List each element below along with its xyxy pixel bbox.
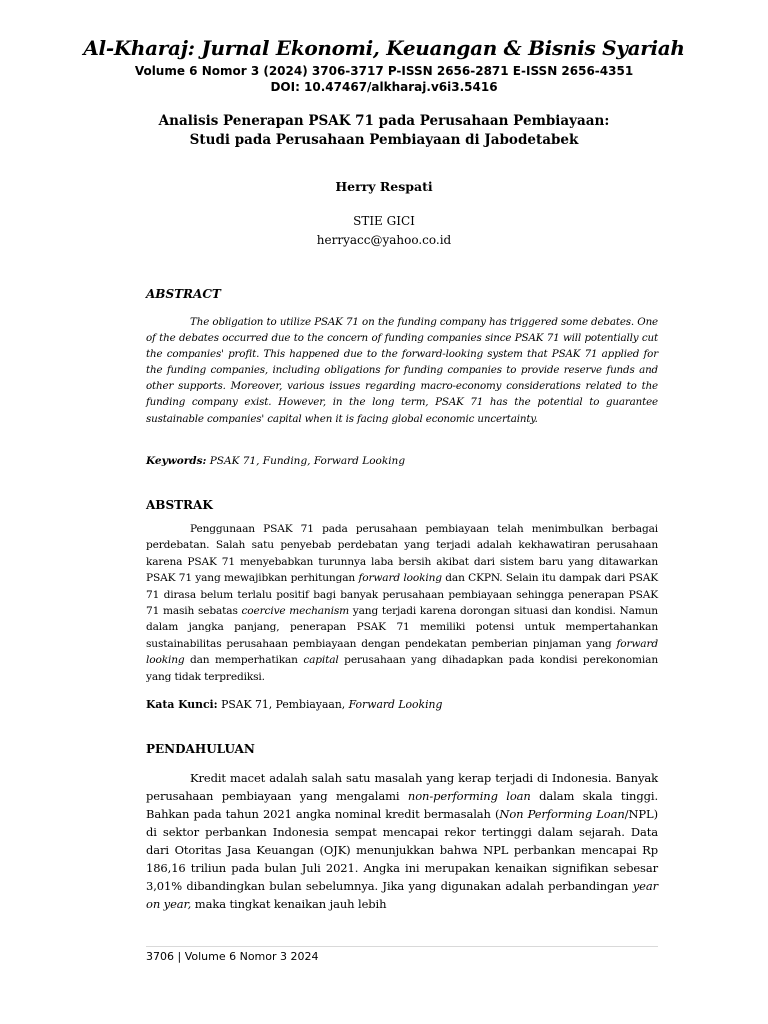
abstract-heading: ABSTRACT xyxy=(146,287,221,301)
volume-issn-line: Volume 6 Nomor 3 (2024) 3706-3717 P-ISSN 2656-2871 E-ISSN 2656-4351 xyxy=(134,64,634,78)
page-footer: 3706 | Volume 6 Nomor 3 2024 xyxy=(146,950,319,963)
article-title: Analisis Penerapan PSAK 71 pada Perusahaan Pembiayaan: Studi pada Perusahaan Pembiayaan di Jabodetabek xyxy=(158,113,610,148)
abstrak-text: Penggunaan PSAK 71 pada perusahaan pembiayaan telah menimbulkan berbagai perdebatan. Salah satu penyebab perdebatan yang terjadi adalah kekhawatiran perusahaan karena PSAK 71 menyebabkan turunnya laba bersih akibat dari sistem baru yang ditawarkan PSAK 71 yang mewajibkan perhitungan forward looking dan CKPN. Selain itu dampak dari PSAK 71 dirasa belum terlalu positif bagi banyak perusahaan pembiayaan sehingga penerapan PSAK 71 masih sebatas coercive mechanism yang terjadi karena dorongan situasi dan kondisi. Namun dalam jangka panjang, penerapan PSAK 71 memiliki potensi untuk mempertahankan sustainabilitas perusahaan pembiayaan dengan pendekatan pemberian pinjaman yang forward looking dan memperhatikan capital perusahaan yang dihadapkan pada kondisi perekonomian yang tidak terprediksi. xyxy=(146,523,658,683)
pendahuluan-text: Kredit macet adalah salah satu masalah yang kerap terjadi di Indonesia. Banyak perusahaan pembiayaan yang mengalami non-performing loan dalam skala tinggi. Bahkan pada tahun 2021 angka nominal kredit bermasalah (Non Performing Loan/NPL) di sektor perbankan Indonesia sempat mencapai rekor tertinggi dalam sejarah. Data dari Otoritas Jasa Keuangan (OJK) menunjukkan bahwa NPL perbankan mencapai Rp 186,16 triliun pada bulan Juli 2021. Angka ini merupakan kenaikan signifikan sebesar 3,01% dibandingkan bulan sebelumnya. Jika yang digunakan adalah perbandingan year on year, maka tingkat kenaikan jauh lebih xyxy=(146,771,658,911)
author-name: Herry Respati xyxy=(335,179,433,194)
keywords-text: PSAK 71, Funding, Forward Looking xyxy=(209,455,406,467)
keywords-label: Keywords: xyxy=(146,455,207,467)
kata-kunci-line: Kata Kunci: PSAK 71, Pembiayaan, Forward Looking xyxy=(146,698,443,711)
journal-name: Al-Kharaj: Jurnal Ekonomi, Keuangan & Bisnis Syariah xyxy=(83,36,685,60)
kata-kunci-label: Kata Kunci: xyxy=(146,698,218,711)
pendahuluan-heading: PENDAHULUAN xyxy=(146,742,255,756)
doi-line: DOI: 10.47467/alkharaj.v6i3.5416 xyxy=(270,80,498,94)
keywords-line xyxy=(146,455,405,467)
author-affiliation: STIE GICI xyxy=(353,214,415,228)
author-email: herryacc@yahoo.co.id xyxy=(316,233,452,247)
abstract-text: The obligation to utilize PSAK 71 on the funding company has triggered some debates. One of the debates occurred due to the concern of funding companies since PSAK 71 will potentially cut the companies' profit. This happened due to the forward-looking system that PSAK 71 applied for the funding companies, including obligations for funding companies to provide reserve funds and other supports. Moreover, various issues regarding macro-economy considerations related to the funding company exist. However, in the long term, PSAK 71 has the potential to guarantee sustainable companies' capital when it is facing global economic uncertainty. xyxy=(146,316,658,425)
abstrak-heading: ABSTRAK xyxy=(146,498,213,512)
footer-divider xyxy=(146,946,658,947)
